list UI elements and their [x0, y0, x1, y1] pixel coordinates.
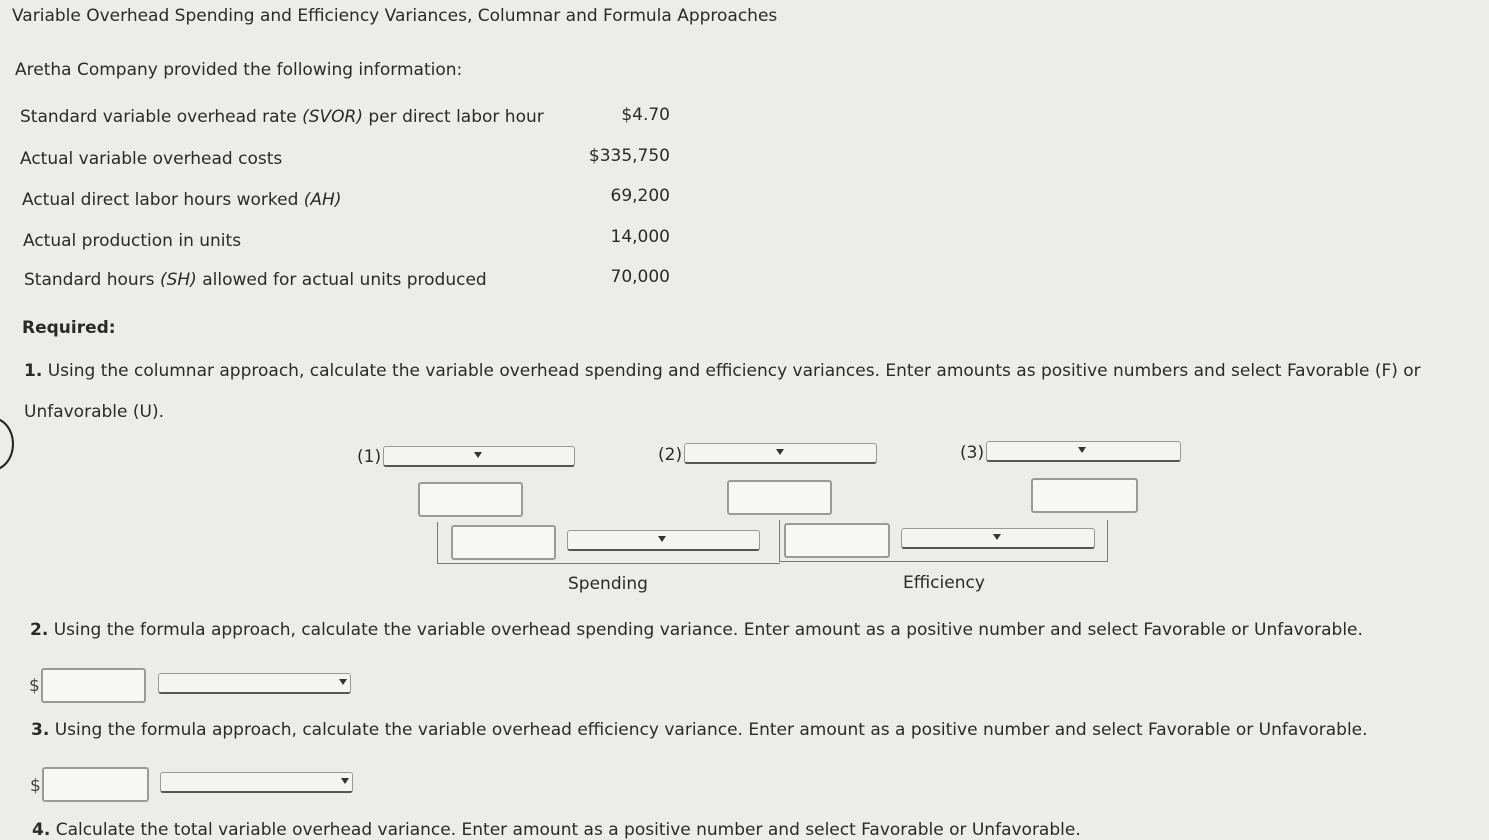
info-value-ah: 69,200 [610, 186, 670, 206]
col-2-amount-input[interactable] [727, 480, 832, 515]
info-value-svor: $4.70 [621, 105, 670, 125]
spending-fu-dropdown[interactable] [567, 530, 760, 551]
col-2-label: (2) [658, 445, 683, 465]
col-1-dropdown[interactable] [383, 446, 575, 467]
info-value-sh: 70,000 [610, 267, 670, 287]
question-4-text: 4. Calculate the total variable overhead variance. Enter amount as a positive number and select Favorable or Unfavorable. [32, 820, 1081, 840]
chevron-down-icon [993, 534, 1001, 540]
spending-label: Spending [568, 574, 648, 594]
col-3-dropdown[interactable] [986, 441, 1181, 462]
info-label-units: Actual production in units [23, 231, 242, 251]
col-1-label: (1) [357, 447, 382, 467]
q2-amount-input[interactable] [41, 668, 146, 703]
q2-fu-dropdown[interactable] [158, 673, 351, 694]
question-1-text: 1. Using the columnar approach, calculate the variable overhead spending and efficiency variances. Enter amounts as positive numbers and select Favorable (F) or [24, 361, 1421, 381]
intro-text: Aretha Company provided the following information: [15, 60, 463, 80]
info-label-actual-vo-costs: Actual variable overhead costs [20, 149, 283, 169]
chevron-down-icon [776, 449, 784, 455]
page-edge-arc [0, 417, 14, 471]
q3-amount-input[interactable] [42, 767, 149, 802]
chevron-down-icon [341, 778, 349, 784]
col-2-dropdown[interactable] [684, 443, 877, 464]
info-label-ah: Actual direct labor hours worked (AH) [22, 190, 342, 210]
chevron-down-icon [339, 679, 347, 685]
question-1-text-cont: Unfavorable (U). [24, 402, 164, 422]
question-3-text: 3. Using the formula approach, calculate the variable overhead efficiency variance. Enter amount as a positive number and select Favorable or Unfavorable. [31, 720, 1368, 740]
efficiency-variance-input[interactable] [784, 523, 890, 558]
info-label-svor: Standard variable overhead rate (SVOR) per direct labor hour [20, 107, 544, 127]
chevron-down-icon [474, 452, 482, 458]
spending-variance-input[interactable] [451, 525, 556, 560]
page-title: Variable Overhead Spending and Efficiency Variances, Columnar and Formula Approaches [12, 6, 778, 26]
efficiency-fu-dropdown[interactable] [901, 528, 1095, 549]
question-2-text: 2. Using the formula approach, calculate the variable overhead spending variance. Enter amount as a positive number and select Favorable or Unfavorable. [30, 620, 1363, 640]
required-heading: Required: [22, 318, 116, 338]
efficiency-label: Efficiency [903, 573, 985, 593]
chevron-down-icon [658, 536, 666, 542]
info-value-actual-vo-costs: $335,750 [588, 146, 670, 166]
q2-currency: $ [29, 676, 40, 696]
col-1-amount-input[interactable] [418, 482, 523, 517]
q3-fu-dropdown[interactable] [160, 772, 353, 793]
info-label-sh: Standard hours (SH) allowed for actual units produced [24, 270, 487, 290]
col-3-amount-input[interactable] [1031, 478, 1138, 513]
chevron-down-icon [1078, 447, 1086, 453]
col-3-label: (3) [960, 443, 985, 463]
info-value-units: 14,000 [610, 227, 670, 247]
q3-currency: $ [30, 776, 41, 796]
